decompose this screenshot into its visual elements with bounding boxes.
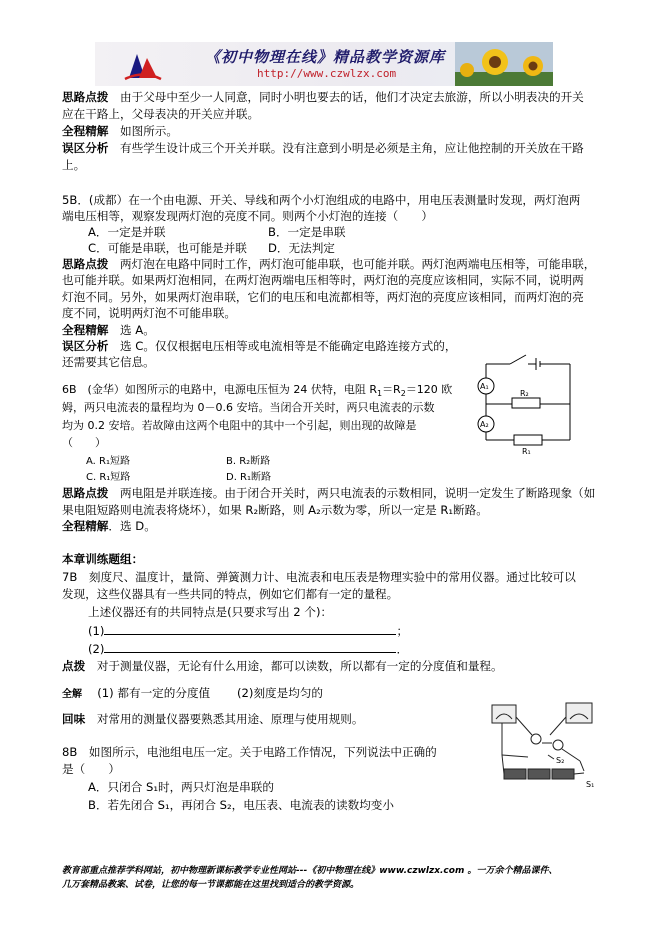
q8-option-b: B．若先闭合 S₁，再闭合 S₂，电压表、电流表的读数均变小 <box>88 798 394 812</box>
q5-stem: 5B．(成都）在一个由电源、开关、导线和两个小灯泡组成的电路中，用电压表测量时发现，两灯泡两 <box>62 193 581 207</box>
q8-stem: 是（ ） <box>62 762 120 776</box>
battery-icon <box>552 769 574 779</box>
q7-stem: 7B 刻度尺、温度计，量筒、弹簧测力计、电流表和电压表是物理实验中的常用仪器。通过比较可以 <box>62 570 576 584</box>
text-line: 还需要其它信息。 <box>62 355 155 369</box>
ammeter-icon <box>566 703 592 723</box>
q6-stem: 姆，两只电流表的量程均为 0－0.6 安培。当闭合开关时，两只电流表的示数 <box>62 401 435 414</box>
analysis-line: 思路点拨 由于父母中至少一人同意，同时小明也要去的话，他们才决定去旅游，所以小明表决的开关 <box>62 90 584 104</box>
footer-line: 几万套精品教案、试卷，让您的每一节课都能在这里找到适合的教学资源。 <box>62 880 360 890</box>
section-title: 本章训练题组： <box>62 552 144 566</box>
label-mistake: 误区分析 <box>62 339 109 353</box>
q7-review: 回味 对常用的测量仪器要熟悉其用途、原理与使用规则。 <box>62 712 364 726</box>
resistor-r1 <box>514 435 542 445</box>
q6-stem: 均为 0.2 安培。若故障由这两个电阻中的其中一个引起，则出现的故障是 <box>62 419 417 432</box>
q5-option-c: C．可能是串联，也可能是并联 <box>88 241 247 255</box>
q8-stem: 8B 如图所示，电池组电压一定。关于电路工作情况，下列说法中正确的 <box>62 745 437 759</box>
fig-label-a1: A₁ <box>480 382 489 391</box>
answer-line-1[interactable] <box>104 622 396 635</box>
fig-label-a2: A₂ <box>480 420 489 429</box>
text-line: 果电阻短路则电流表将烧坏），如果 R₂断路，则 A₂示数为零，所以一定是 R₁断路。 <box>62 503 488 517</box>
text-line: 灯泡不同。另外，如果两灯泡串联，它们的电压和电流都相等，两灯泡的亮度应该相同，而两灯泡的亮 <box>62 290 584 304</box>
q8-option-a: A．只闭合 S₁时，两只灯泡是串联的 <box>88 780 274 794</box>
switch-s2-icon <box>548 755 554 759</box>
solution-line: 全程精解 如图所示。 <box>62 124 178 138</box>
switch-symbol <box>510 355 526 364</box>
q6-option-a: A. R₁短路 <box>86 456 130 467</box>
q6-option-c: C. R₁短路 <box>86 472 131 483</box>
label-solution: 全程精解 <box>62 124 109 138</box>
label-analysis: 思路点拨 <box>62 90 109 104</box>
q5-option-a: A．一定是并联 <box>88 225 166 239</box>
label-solution: 全程精解 <box>62 323 109 337</box>
q7-solution: 全解 (1) 都有一定的分度值 (2)刻度是均匀的 <box>62 686 324 700</box>
q7-blank-1: (1) ； <box>88 624 409 638</box>
text-line: 应在干路上，父母表决的开关应并联。 <box>62 107 260 121</box>
q7-stem: 发现，这些仪器具有一些共同的特点，例如它们都有一定的量程。 <box>62 587 399 601</box>
label-full-solution: 全解 <box>62 689 82 700</box>
fig-label-r1: R₁ <box>522 447 531 456</box>
banner-url[interactable]: http://www.czwlzx.com <box>257 67 397 80</box>
q5-option-d: D．无法判定 <box>268 241 335 255</box>
q5-mistake: 误区分析 选 C。仅仅根据电压相等或电流相等是不能确定电路连接方式的， <box>62 339 457 353</box>
q6-option-d: D. R₁断路 <box>226 472 272 483</box>
label-review: 回味 <box>62 712 86 726</box>
q7-hint: 点拨 对于测量仪器，无论有什么用途，都可以读数，所以都有一定的分度值和量程。 <box>62 659 503 673</box>
q6-stem: 6B (金华）如图所示的电路中，电源电压恒为 24 伏特，电阻 $R_1=R_2=120$ 欧 <box>62 383 453 399</box>
label-solution: 全程精解 <box>62 519 109 533</box>
mistake-line: 误区分析 有些学生设计成三个开关并联。没有注意到小明是必须是主角，应让他控制的开关放在干路 <box>62 141 584 155</box>
fig-label-r2: R₂ <box>520 389 529 398</box>
q6-solution: 全程精解．选 D。 <box>62 519 156 533</box>
header-banner <box>95 42 553 86</box>
text-line: 度不同，说明两灯泡不可能串联。 <box>62 306 236 320</box>
resistor-r2 <box>512 398 540 408</box>
bulb-icon <box>553 740 563 750</box>
q5-option-b: B．一定是串联 <box>268 225 346 239</box>
q5-analysis: 思路点拨 两灯泡在电路中同时工作，两灯泡可能串联，也可能并联。两灯泡两端电压相等，可能串联， <box>62 257 596 271</box>
q7-prompt: 上述仪器还有的共同特点是(只要求写出 2 个)： <box>88 605 333 619</box>
fig-label-s1: S₁ <box>586 780 595 789</box>
switch-s1-icon <box>580 761 584 771</box>
label-hint: 点拨 <box>62 659 86 673</box>
text-line: 也可能并联。如果两灯泡相同，在两灯泡两端电压相等时，两灯泡的亮度应该相同，实际不同，说明两 <box>62 273 584 287</box>
label-analysis: 思路点拨 <box>62 257 109 271</box>
q5-solution: 全程精解 选 A。 <box>62 323 155 337</box>
battery-icon <box>528 769 550 779</box>
fig-label-s2: S₂ <box>556 756 565 765</box>
site-logo-icon <box>123 48 163 82</box>
q7-blank-2: (2) ． <box>88 642 409 656</box>
q5-stem: 端电压相等，观察发现两灯泡的亮度不同。则两个小灯泡的连接（ ） <box>62 209 434 223</box>
q6-option-b: B. R₂断路 <box>226 456 271 467</box>
battery-icon <box>504 769 526 779</box>
answer-line-2[interactable] <box>104 640 396 653</box>
q6-analysis: 思路点拨 两电阻是并联连接。由于闭合开关时，两只电流表的示数相同，说明一定发生了断路现象（如 <box>62 486 596 500</box>
text-line: 上。 <box>62 158 86 172</box>
label-mistake: 误区分析 <box>62 141 109 155</box>
q6-stem: （ ） <box>62 436 106 449</box>
q6-circuit-diagram <box>474 352 586 456</box>
q8-circuit-picture <box>488 697 600 789</box>
bulb-icon <box>531 734 541 744</box>
label-analysis: 思路点拨 <box>62 486 109 500</box>
banner-title: 《初中物理在线》精品教学资源库 <box>205 48 446 66</box>
sunflower-image-icon <box>455 42 553 86</box>
footer-line: 教育部重点推荐学科网站，初中物理新课标教学专业性网站---《初中物理在线》www.czwlzx.com 。一万余个精品课件、 <box>62 866 558 876</box>
